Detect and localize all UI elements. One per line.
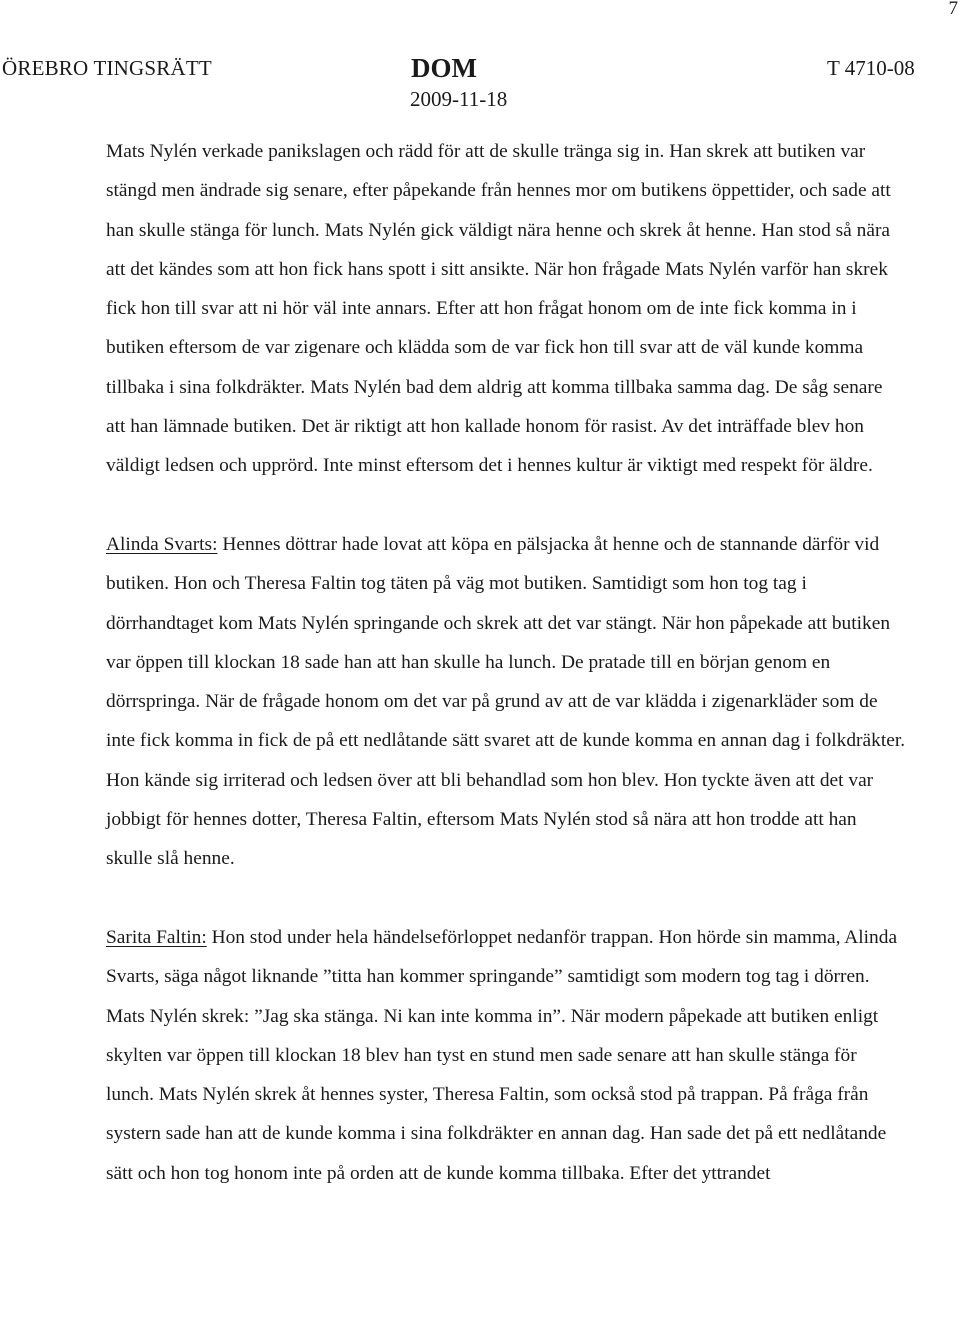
case-number: T 4710-08 <box>827 56 915 80</box>
document-type: DOM <box>411 53 477 83</box>
paragraph-text: Hon stod under hela händelseförloppet nedanför trappan. Hon hörde sin mamma, Alinda Svarts, säga något liknande ”titta han kommer springande” samtidigt som modern tog tag i dörren. Mats Nylén skrek: ”Jag ska stänga. Ni kan inte komma in”. När modern påpekade att butiken enligt skylten var öppen till klockan 18 blev han tyst en stund men sade senare att han skulle stänga för lunch. Mats Nylén skrek åt hennes syster, Theresa Faltin, som också stod på trappan. På fråga från systern sade han att de kunde komma i sina folkdräkter en annan dag. Han sade det på ett nedlåtande sätt och hon tog honom inte på orden att de kunde komma tillbaka. Efter det yttrandet <box>106 926 898 1184</box>
paragraph-text: Mats Nylén verkade panikslagen och rädd för att de skulle tränga sig in. Han skrek att butiken var stängd men ändrade sig senare, efter påpekande från hennes mor om butikens öppettider, och sade att han skulle stänga för lunch. Mats Nylén gick väldigt nära henne och skrek åt henne. Han stod så nära att det kändes som att hon fick hans spott i sitt ansikte. När hon frågade Mats Nylén varför han skrek fick hon till svar att ni hör väl inte annars. Efter att hon frågat honom om de inte fick komma in i butiken eftersom de var zigenare och klädda som de var fick hon till svar att de väl kunde komma tillbaka i sina folkdräkter. Mats Nylén bad dem aldrig att komma tillbaka samma dag. De såg senare att han lämnade butiken. Det är riktigt att hon kallade honom för rasist. Av det inträffade blev hon väldigt ledsen och upprörd. Inte minst eftersom det i hennes kultur är viktigt med respekt för äldre. <box>106 141 891 477</box>
speaker-name: Alinda Svarts: <box>106 533 218 555</box>
paragraph-testimony-1 <box>106 132 906 486</box>
document-header <box>0 53 960 113</box>
document-date: 2009-11-18 <box>410 87 508 111</box>
paragraph-alinda-svarts <box>106 525 906 879</box>
paragraph-text: Hennes döttrar hade lovat att köpa en pälsjacka åt henne och de stannande därför vid butiken. Hon och Theresa Faltin tog täten på väg mot butiken. Samtidigt som hon tog tag i dörrhandtaget kom Mats Nylén springande och skrek att det var stängt. När hon påpekade att butiken var öppen till klockan 18 sade han att han skulle ha lunch. De pratade till en början genom en dörrspringa. När de frågade honom om det var på grund av att de var klädda i zigenarkläder som de inte fick komma in fick de på ett nedlåtande sätt svaret att de kunde komma en annan dag i folkdräkter. Hon kände sig irriterad och ledsen över att bli behandlad som hon blev. Hon tyckte även att det var jobbigt för hennes dotter, Theresa Faltin, eftersom Mats Nylén stod så nära att hon trodde att han skulle slå henne. <box>106 533 906 870</box>
page-number: 7 <box>948 0 958 19</box>
paragraph-sarita-faltin <box>106 918 906 1193</box>
speaker-name: Sarita Faltin: <box>106 926 207 948</box>
court-name: ÖREBRO TINGSRÄTT <box>2 56 212 80</box>
document-body <box>106 132 906 1193</box>
